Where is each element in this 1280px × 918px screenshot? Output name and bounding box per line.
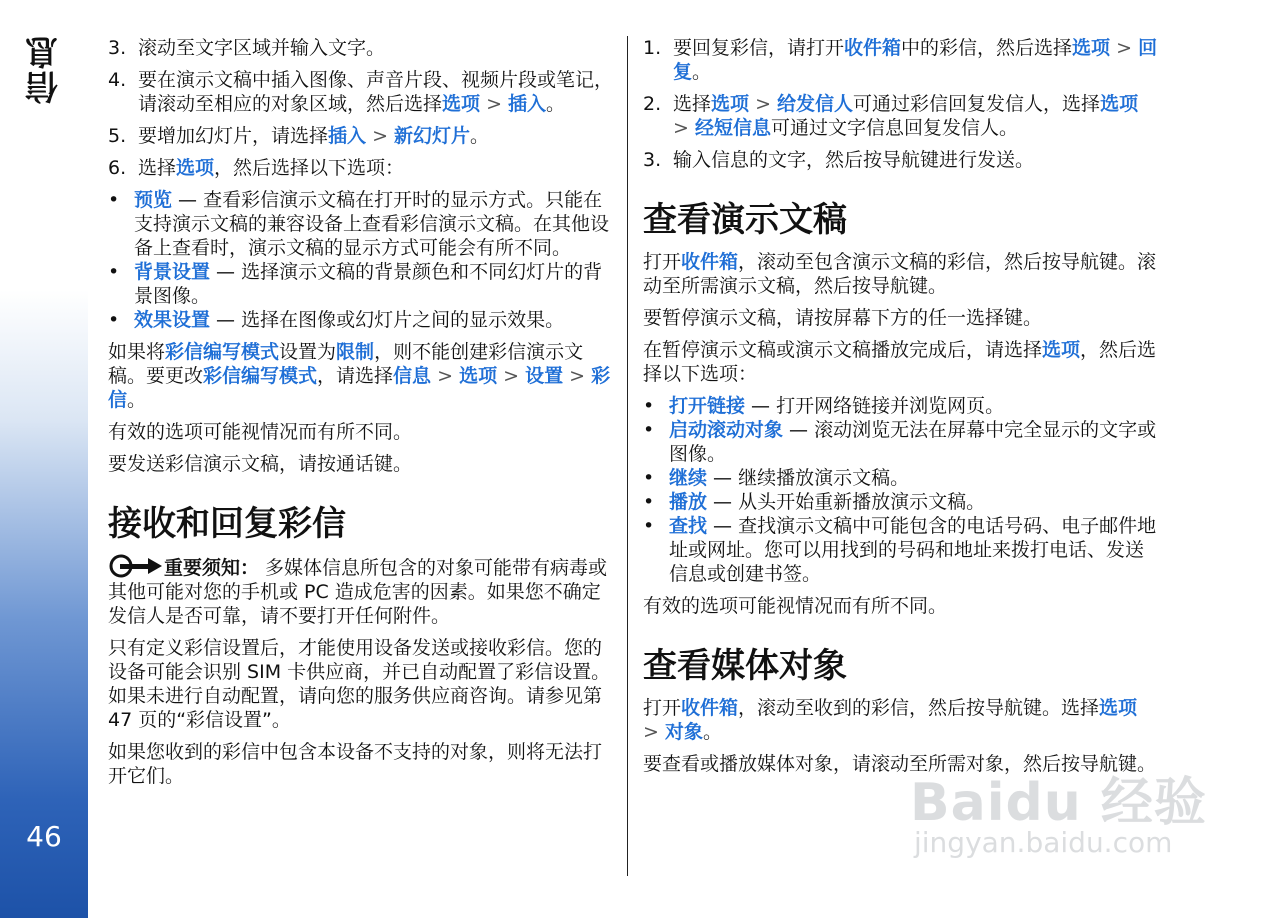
notice-pointer-icon — [108, 554, 164, 578]
step-text — [673, 92, 1158, 140]
step-number: 2. — [643, 93, 662, 115]
text-run: 选择 — [138, 157, 177, 179]
right-steps — [643, 36, 1158, 172]
side-band — [0, 0, 88, 918]
text-run: — 继续播放演示文稿。 — [707, 467, 910, 489]
step-number: 5. — [108, 125, 127, 147]
path-separator: > — [431, 365, 460, 387]
bullet-item — [643, 418, 1158, 466]
section-heading: 接收和回复彩信 — [108, 504, 346, 544]
path-separator: > — [643, 721, 665, 743]
menu-keyword: 插入 — [508, 93, 547, 115]
step-number: 6. — [108, 157, 127, 179]
bullet-text — [134, 188, 618, 260]
text-run: — 选择演示文稿的背景颜色和不同幻灯片的背景图像。 — [134, 261, 603, 307]
bullet-item — [643, 394, 1158, 418]
step-text — [138, 124, 618, 148]
text-run: — 从头开始重新播放演示文稿。 — [707, 491, 986, 513]
text-run: 。 — [702, 721, 722, 743]
menu-keyword: 选项 — [176, 157, 215, 179]
menu-keyword: 查找 — [669, 515, 708, 537]
menu-keyword: 给发信人 — [777, 93, 854, 115]
notice-paragraph — [108, 554, 618, 628]
text-run: — 选择在图像或幻灯片之间的显示效果。 — [210, 309, 565, 331]
text-run: ，然后选择以下选项： — [214, 157, 405, 179]
text-run: 如果将 — [108, 341, 166, 363]
menu-keyword: 经短信息 — [694, 117, 771, 139]
menu-keyword: 回复 — [673, 37, 1158, 83]
step-item — [643, 36, 1158, 84]
text-run: 中的彩信，然后选择 — [901, 37, 1073, 59]
step-item — [643, 148, 1158, 172]
paragraph: 要发送彩信演示文稿，请按通话键。 — [108, 453, 413, 475]
step-text — [673, 148, 1158, 172]
text-run: 。 — [127, 389, 147, 411]
path-separator: > — [749, 93, 778, 115]
menu-keyword: 打开链接 — [669, 395, 746, 417]
menu-keyword: 彩信 — [108, 365, 611, 411]
menu-keyword: 播放 — [669, 491, 708, 513]
menu-keyword: 选项 — [442, 93, 481, 115]
step-item — [108, 36, 618, 60]
text-run: ，滚动至收到的彩信，然后按导航键。选择 — [738, 697, 1100, 719]
menu-keyword: 收件箱 — [681, 697, 739, 719]
paragraph: 要查看或播放媒体对象，请滚动至所需对象，然后按导航键。 — [643, 753, 1157, 775]
bullet-dot: • — [643, 515, 655, 537]
bullet-dot: • — [643, 395, 655, 417]
left-steps — [108, 36, 618, 180]
bullet-dot: • — [108, 309, 120, 331]
paragraph — [643, 250, 1158, 298]
paragraph: 只有定义彩信设置后，才能使用设备发送或接收彩信。您的设备可能会识别 SIM 卡供应商，并已自动配置了彩信设置。如果未进行自动配置，请向您的服务供应商咨询。请参见第 47 页的“彩信设置”。 — [108, 637, 611, 731]
menu-keyword: 效果设置 — [134, 309, 211, 331]
menu-keyword: 选项 — [711, 93, 750, 115]
text-run: 要增加幻灯片，请选择 — [138, 125, 329, 147]
menu-keyword: 选项 — [1072, 37, 1111, 59]
menu-keyword: 选项 — [1100, 93, 1139, 115]
bullet-dot: • — [643, 419, 655, 441]
notice-label: 重要须知： — [164, 557, 260, 579]
bullet-item — [108, 308, 618, 332]
text-run: 。 — [470, 125, 490, 147]
text-run: — 滚动浏览无法在屏幕中完全显示的文字或图像。 — [669, 419, 1157, 465]
text-run: 滚动至文字区域并输入文字。 — [138, 37, 386, 59]
paragraph: 要暂停演示文稿，请按屏幕下方的任一选择键。 — [643, 307, 1043, 329]
paragraph — [643, 696, 1158, 744]
left-bullets — [108, 188, 618, 332]
step-item — [108, 68, 618, 116]
menu-keyword: 新幻灯片 — [394, 125, 471, 147]
menu-keyword: 选项 — [1042, 339, 1081, 361]
section-heading: 查看媒体对象 — [643, 646, 847, 686]
menu-keyword: 信息 — [393, 365, 432, 387]
path-separator: > — [673, 117, 695, 139]
path-separator: > — [366, 125, 395, 147]
baidu-watermark — [910, 760, 1210, 870]
text-run: 。 — [692, 61, 712, 83]
menu-keyword: 启动滚动对象 — [669, 419, 784, 441]
bullet-text — [669, 490, 1158, 514]
text-run: 打开 — [643, 697, 682, 719]
menu-keyword: 收件箱 — [844, 37, 902, 59]
menu-keyword: 插入 — [328, 125, 367, 147]
paragraph — [643, 338, 1158, 386]
text-run: ，然后选择以下选项： — [643, 339, 1157, 385]
text-run: ，则不能创建彩信演示文稿。要更改 — [108, 341, 584, 387]
text-run: 设置为 — [279, 341, 337, 363]
watermark-logo-text: Baidu 经验 — [910, 773, 1207, 833]
menu-keyword: 预览 — [134, 189, 173, 211]
path-separator: > — [1110, 37, 1139, 59]
step-text — [673, 36, 1158, 84]
path-separator: > — [563, 365, 592, 387]
menu-keyword: 彩信编写模式 — [203, 365, 318, 387]
step-number: 3. — [108, 37, 127, 59]
text-run: ，请选择 — [317, 365, 394, 387]
text-run: 可通过彩信回复发信人，选择 — [853, 93, 1101, 115]
page-number: 46 — [26, 820, 62, 853]
right-column — [643, 36, 1158, 784]
bullet-text — [669, 418, 1158, 466]
notice-text: 多媒体信息所包含的对象可能带有病毒或其他可能对您的手机或 PC 造成危害的因素。如果您不确定发信人是否可靠，请不要打开任何附件。 — [108, 557, 608, 627]
bullet-item — [108, 188, 618, 260]
bullet-dot: • — [643, 467, 655, 489]
bullet-text — [669, 466, 1158, 490]
text-run: 打开 — [643, 251, 682, 273]
left-column — [108, 36, 618, 796]
step-text — [138, 68, 618, 116]
chapter-title: 信息 — [24, 34, 63, 104]
text-run: 输入信息的文字，然后按导航键进行发送。 — [673, 149, 1035, 171]
paragraph: 有效的选项可能视情况而有所不同。 — [108, 421, 413, 443]
section-heading: 查看演示文稿 — [643, 200, 847, 240]
text-run: ，滚动至包含演示文稿的彩信，然后按导航键。滚动至所需演示文稿，然后按导航键。 — [643, 251, 1157, 297]
text-run: 在暂停演示文稿或演示文稿播放完成后，请选择 — [643, 339, 1043, 361]
menu-keyword: 对象 — [664, 721, 703, 743]
paragraph: 有效的选项可能视情况而有所不同。 — [643, 595, 948, 617]
step-number: 1. — [643, 37, 662, 59]
step-item — [108, 156, 618, 180]
step-number: 3. — [643, 149, 662, 171]
text-run: 要在演示文稿中插入图像、声音片段、视频片段或笔记，请滚动至相应的对象区域，然后选择 — [138, 69, 614, 115]
column-divider — [627, 36, 628, 876]
text-run: — 查找演示文稿中可能包含的电话号码、电子邮件地址或网址。您可以用找到的号码和地址来拨打电话、发送信息或创建书签。 — [669, 515, 1157, 585]
bullet-text — [669, 394, 1158, 418]
paragraph: 如果您收到的彩信中包含本设备不支持的对象，则将无法打开它们。 — [108, 741, 603, 787]
bullet-text — [134, 308, 618, 332]
step-text — [138, 156, 618, 180]
menu-keyword: 设置 — [525, 365, 564, 387]
step-text — [138, 36, 618, 60]
menu-keyword: 继续 — [669, 467, 708, 489]
menu-keyword: 选项 — [1099, 697, 1138, 719]
menu-keyword: 彩信编写模式 — [165, 341, 280, 363]
watermark-url: jingyan.baidu.com — [914, 826, 1173, 859]
right-bullets — [643, 394, 1158, 586]
text-run: — 查看彩信演示文稿在打开时的显示方式。只能在支持演示文稿的兼容设备上查看彩信演示文稿。在其他设备上查看时，演示文稿的显示方式可能会有所不同。 — [134, 189, 610, 259]
text-run: — 打开网络链接并浏览网页。 — [745, 395, 1005, 417]
bullet-item — [643, 514, 1158, 586]
path-separator: > — [497, 365, 526, 387]
step-item — [643, 92, 1158, 140]
menu-keyword: 收件箱 — [681, 251, 739, 273]
bullet-dot: • — [108, 261, 120, 283]
menu-keyword: 背景设置 — [134, 261, 211, 283]
text-run: 可通过文字信息回复发信人。 — [770, 117, 1018, 139]
bullet-item — [643, 466, 1158, 490]
bullet-text — [669, 514, 1158, 586]
paragraph — [108, 340, 618, 412]
menu-keyword: 限制 — [336, 341, 375, 363]
menu-keyword: 选项 — [459, 365, 498, 387]
step-number: 4. — [108, 69, 127, 91]
text-run: 选择 — [673, 93, 712, 115]
text-run: 要回复彩信，请打开 — [673, 37, 845, 59]
bullet-item — [108, 260, 618, 308]
text-run: 。 — [546, 93, 566, 115]
step-item — [108, 124, 618, 148]
bullet-dot: • — [108, 189, 120, 211]
bullet-dot: • — [643, 491, 655, 513]
path-separator: > — [480, 93, 509, 115]
bullet-text — [134, 260, 618, 308]
bullet-item — [643, 490, 1158, 514]
